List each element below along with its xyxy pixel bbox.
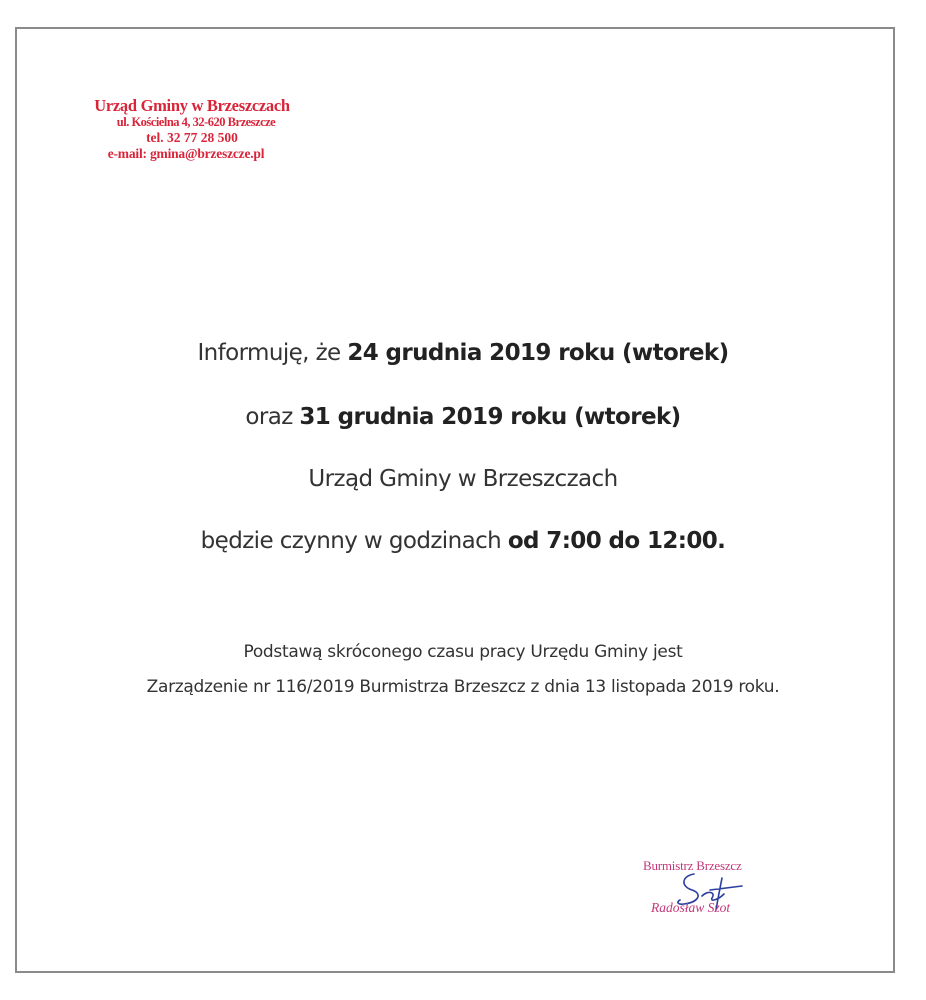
document-frame <box>15 27 895 973</box>
basis-line-1: Podstawą skróconego czasu pracy Urzędu Gminy jest <box>243 642 683 662</box>
stamp-phone: tel. 32 77 28 500 <box>146 130 238 145</box>
date-1: 24 grudnia 2019 roku (wtorek) <box>347 340 729 366</box>
stamp-address: ul. Kościelna 4, 32-620 Brzeszcze <box>116 115 276 129</box>
signature-stamp-name: Radosław Szot <box>651 900 731 915</box>
announcement-line-1: Informuję, że 24 grudnia 2019 roku (wtorek) <box>197 340 729 366</box>
stamp-office-name: Urząd Gminy w Brzeszczach <box>94 96 290 115</box>
date-2: 31 grudnia 2019 roku (wtorek) <box>299 404 681 430</box>
announcement-line-2: oraz 31 grudnia 2019 roku (wtorek) <box>245 404 681 430</box>
stamp-email: e-mail: gmina@brzeszcze.pl <box>107 146 265 161</box>
signature-stamp-title: Burmistrz Brzeszcz <box>643 858 742 873</box>
announcement-line-3: Urząd Gminy w Brzeszczach <box>308 466 618 492</box>
opening-hours: od 7:00 do 12:00. <box>507 528 726 554</box>
office-stamp <box>84 98 300 162</box>
announcement-line-4: będzie czynny w godzinach od 7:00 do 12:00. <box>200 528 726 554</box>
basis-line-2: Zarządzenie nr 116/2019 Burmistrza Brzeszcz z dnia 13 listopada 2019 roku. <box>146 677 780 697</box>
